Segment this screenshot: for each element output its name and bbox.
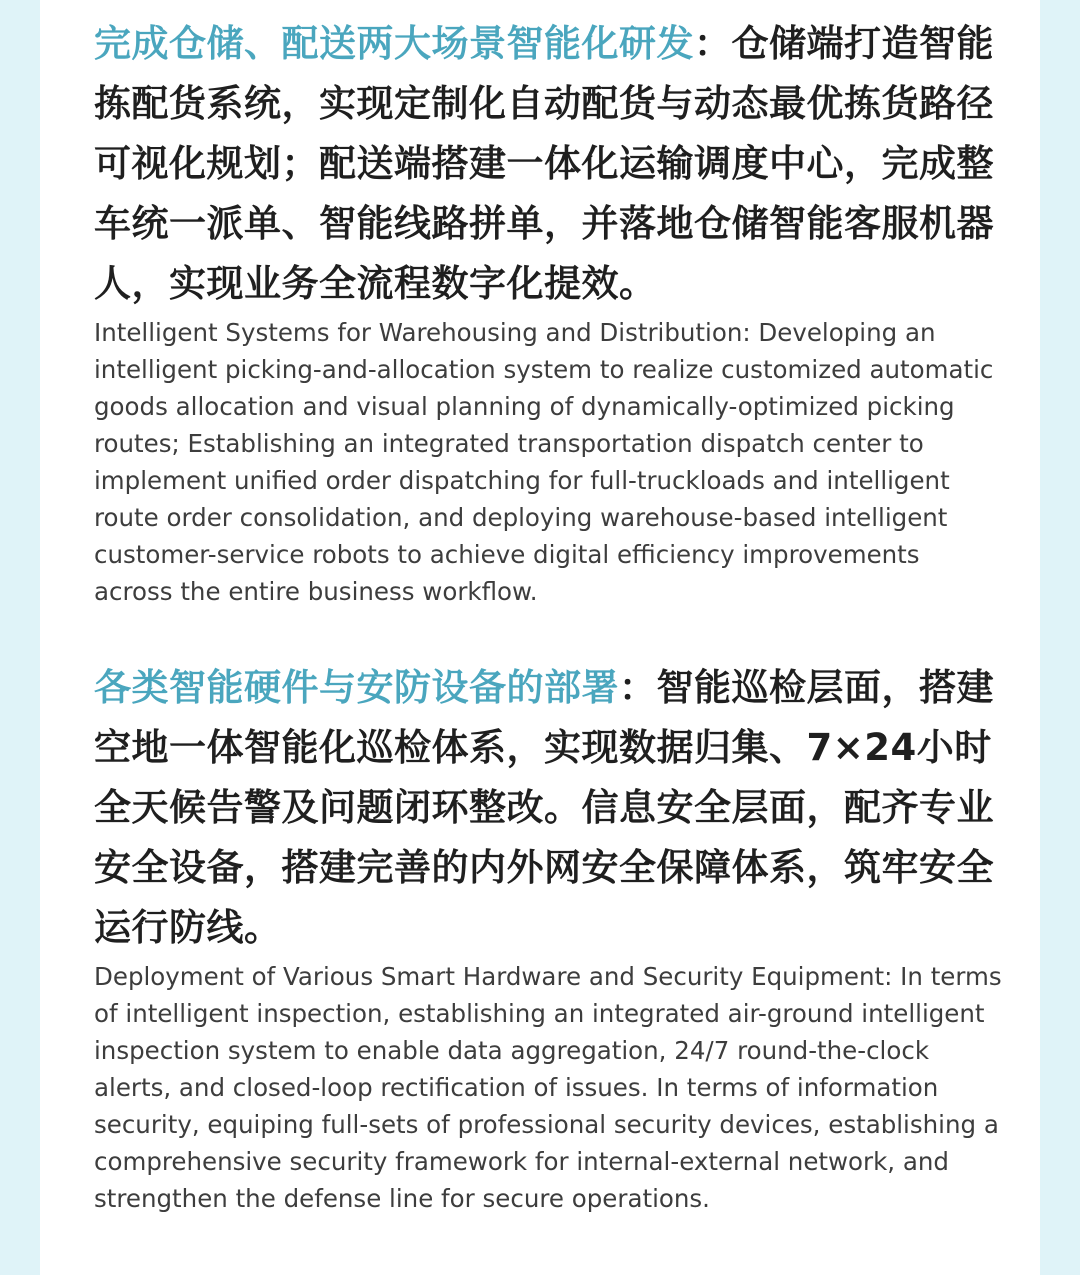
section-zh-body: 智能巡检层面，搭建空地一体智能化巡检体系，实现数据归集、7×24小时全天候告警及问题闭环整改。信息安全层面，配齐专业安全设备，搭建完善的内外网安全保障体系，筑牢安全运行防线。	[94, 666, 994, 949]
section-zh-paragraph	[94, 658, 1004, 958]
section-en-paragraph: Deployment of Various Smart Hardware and Security Equipment: In terms of intelligent inspection, establishing an integrated air-ground intelligent inspection system to enable data aggregation, 24/7 round-the-clock alerts, and closed-loop rectification of issues. In terms of information security, equiping full-sets of professional security devices, establishing a comprehensive security framework for internal-external network, and strengthen the defense line for secure operations.	[94, 962, 1002, 1213]
section-hardware-security	[94, 658, 1004, 1217]
section-warehousing	[94, 14, 1004, 610]
title-separator: ：	[694, 22, 732, 65]
content-body	[94, 14, 1004, 1217]
content-card	[40, 0, 1040, 1275]
section-highlight-title: 各类智能硬件与安防设备的部署	[94, 666, 619, 709]
section-zh-paragraph	[94, 14, 1004, 314]
section-en-paragraph: Intelligent Systems for Warehousing and Distribution: Developing an intelligent picking-and-allocation system to realize customized automatic goods allocation and visual planning of dynamically-optimized picking routes; Establishing an integrated transportation dispatch center to implement unified order dispatching for full-truckloads and intelligent route order consolidation, and deploying warehouse-based intelligent customer-service robots to achieve digital efficiency improvements across the entire business workflow.	[94, 318, 994, 606]
section-highlight-title: 完成仓储、配送两大场景智能化研发	[94, 22, 694, 65]
title-separator: ：	[619, 666, 657, 709]
section-zh-body: 仓储端打造智能拣配货系统，实现定制化自动配货与动态最优拣货路径可视化规划；配送端搭建一体化运输调度中心，完成整车统一派单、智能线路拼单，并落地仓储智能客服机器人，实现业务全流程数字化提效。	[94, 22, 994, 305]
